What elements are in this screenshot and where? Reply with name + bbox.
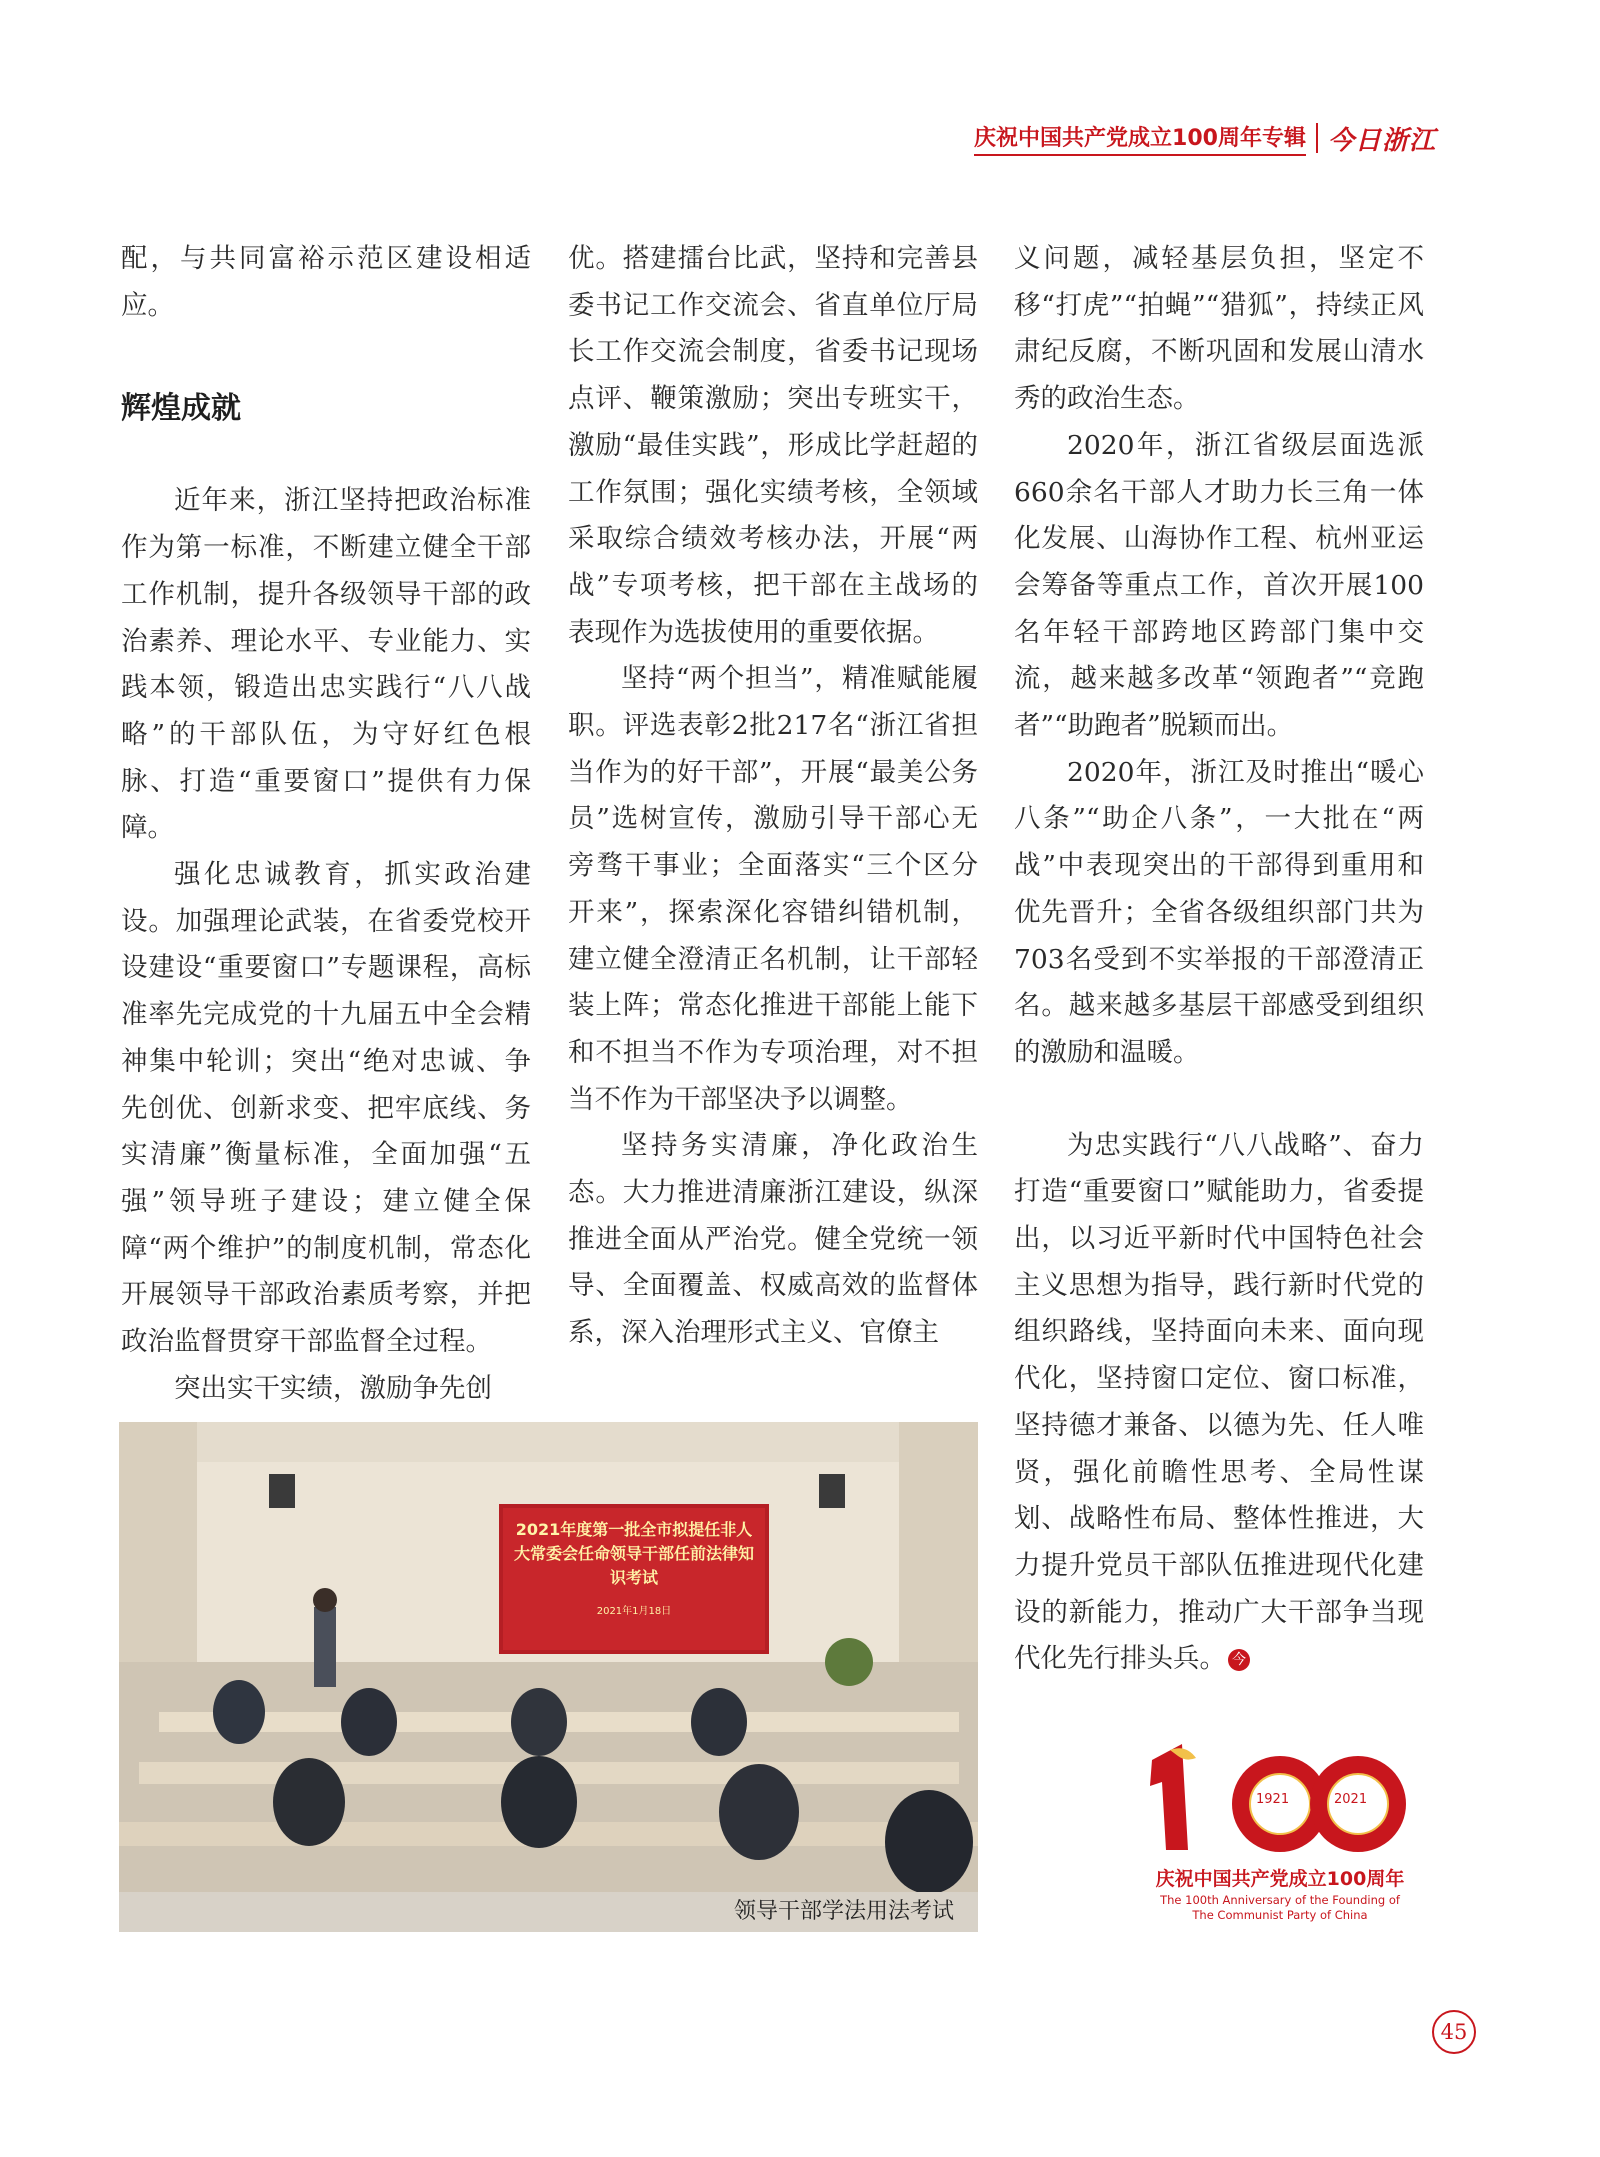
paragraph: 2020年，浙江省级层面选派660余名干部人才助力长三角一体化发展、山海协作工程、杭州亚运会筹备等重点工作，首次开展100名年轻干部跨地区跨部门集中交流，越来越多改革“领跑者”“竞跑者”“助跑者”脱颖而出。 — [1014, 429, 1424, 742]
paragraph: 优。搭建擂台比武，坚持和完善县委书记工作交流会、省直单位厅局长工作交流会制度，省委书记现场点评、鞭策激励；突出专班实干，激励“最佳实践”，形成比学赶超的工作氛围；强化实绩考核，全领域采取综合绩效考核办法，开展“两战”专项考核，把干部在主战场的表现作为选拔使用的重要依据。 — [568, 243, 978, 648]
paragraph: 2020年，浙江及时推出“暖心八条”“助企八条”，一大批在“两战”中表现突出的干部得到重用和优先晋升；全省各级组织部门共为703名受到不实举报的干部澄清正名。越来越多基层干部感受到组织的激励和温暖。 — [1014, 756, 1424, 1068]
paragraph: 义问题，减轻基层负担，坚定不移“打虎”“拍蝇”“猎狐”，持续正风肃纪反腐，不断巩固和发展山清水秀的政治生态。 — [1014, 243, 1424, 415]
logo-english-line-1: The 100th Anniversary of the Founding of — [1160, 1893, 1400, 1907]
photo-caption: 领导干部学法用法考试 — [733, 1899, 954, 1924]
meeting-photo — [119, 1422, 978, 1892]
screen-title: 2021年度第一批全市拟提任非人大常委会任命领导干部任前法律知识考试 — [513, 1520, 754, 1587]
logo-title: 庆祝中国共产党成立100周年 — [1155, 1868, 1405, 1890]
text-column-3 — [1014, 236, 1424, 1683]
centenary-logo — [1140, 1730, 1420, 1930]
paragraph: 强化忠诚教育，抓实政治建设。加强理论武装，在省委党校开设建设“重要窗口”专题课程，高标准率先完成党的十九届五中全会精神集中轮训；突出“绝对忠诚、争先创优、创新求变、把牢底线、务实清廉”衡量标准，全面加强“五强”领导班子建设；建立健全保障“两个维护”的制度机制，常态化开展领导干部政治素质考察，并把政治监督贯穿干部监督全过程。 — [121, 859, 531, 1358]
magazine-logo: 今日浙江 — [1327, 125, 1436, 156]
photo-caption-bar — [119, 1892, 978, 1932]
article-end-icon: 今 — [1228, 1649, 1250, 1671]
year-start: 1921 — [1256, 1792, 1290, 1807]
paragraph — [1014, 1123, 1424, 1683]
header-divider — [1316, 123, 1318, 153]
paragraph: 坚持务实清廉，净化政治生态。大力推进清廉浙江建设，纵深推进全面从严治党。健全党统一领导、全面覆盖、权威高效的监督体系，深入治理形式主义、官僚主 — [568, 1130, 978, 1349]
year-end: 2021 — [1334, 1792, 1368, 1807]
paragraph: 配，与共同富裕示范区建设相适应。 — [121, 243, 531, 321]
text-column-2 — [568, 236, 978, 1357]
paragraph: 突出实干实绩，激励争先创 — [174, 1372, 492, 1404]
section-heading: 辉煌成就 — [121, 391, 241, 427]
page-header — [974, 118, 1436, 158]
page-number: 45 — [1432, 2010, 1476, 2054]
special-issue-tag: 庆祝中国共产党成立100周年专辑 — [974, 121, 1306, 156]
paragraph: 近年来，浙江坚持把政治标准作为第一标准，不断建立健全干部工作机制，提升各级领导干部的政治素养、理论水平、专业能力、实践本领，锻造出忠实践行“八八战略”的干部队伍，为守好红色根脉、打造“重要窗口”提供有力保障。 — [121, 485, 531, 844]
closing-text: 为忠实践行“八八战略”、奋力打造“重要窗口”赋能助力，省委提出，以习近平新时代中国特色社会主义思想为指导，践行新时代党的组织路线，坚持面向未来、面向现代化，坚持窗口定位、窗口标准，坚持德才兼备、以德为先、任人唯贤，强化前瞻性思考、全局性谋划、战略性布局、整体性推进，大力提升党员干部队伍推进现代化建设的新能力，推动广大干部争当现代化先行排头兵。 — [1014, 1129, 1424, 1675]
logo-english-line-2: The Communist Party of China — [1192, 1908, 1368, 1922]
screen-date: 2021年1月18日 — [596, 1606, 672, 1617]
text-column-1 — [121, 236, 531, 1412]
paragraph: 坚持“两个担当”，精准赋能履职。评选表彰2批217名“浙江省担当作为的好干部”，开展“最美公务员”选树宣传，激励引导干部心无旁骛干事业；全面落实“三个区分开来”，探索深化容错纠错机制，建立健全澄清正名机制，让干部轻装上阵；常态化推进干部能上能下和不担当不作为专项治理，对不担当不作为干部坚决予以调整。 — [568, 663, 978, 1115]
